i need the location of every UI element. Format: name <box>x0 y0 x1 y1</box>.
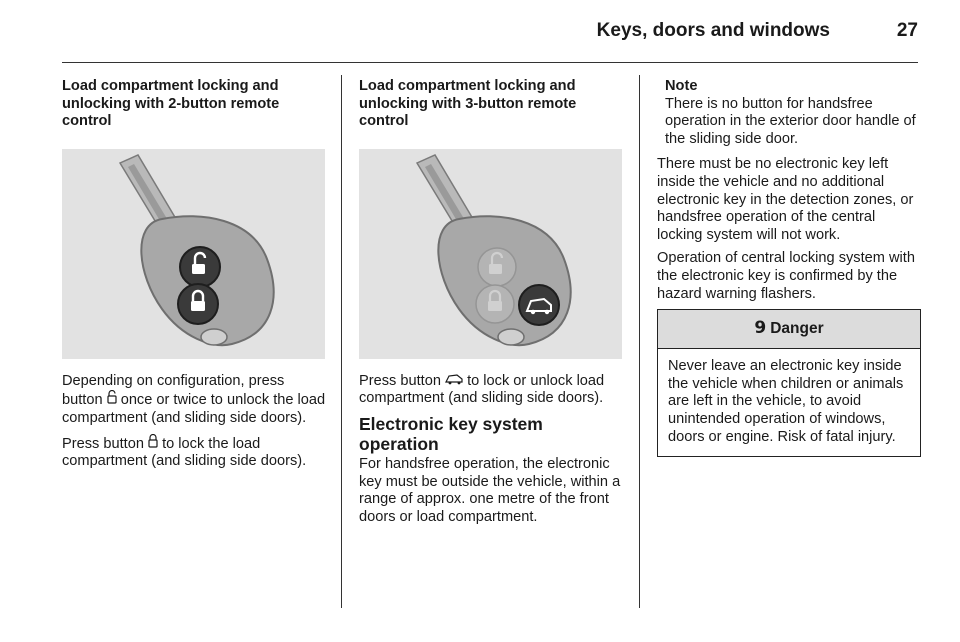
column-divider-1 <box>341 75 342 608</box>
paragraph-no-electronic-key: There must be no electronic key left inside the vehicle and no additional electronic key in the detection zones, or handsfree operation of the central locking system will not work. <box>657 156 914 243</box>
heading-3-button-remote: Load compartment locking and unlocking with 3-button remote control <box>359 78 577 130</box>
column-1 <box>62 78 328 477</box>
column-2 <box>359 78 623 532</box>
danger-warning-box <box>657 309 921 457</box>
illustration-3-button-key <box>359 149 622 359</box>
section-heading-electronic-key: Electronic key system operation <box>359 413 543 454</box>
paragraph-handsfree-operation: For handsfree operation, the electronic key must be outside the vehicle, within a range of approx. one metre of the front doors or load compartment. <box>359 455 621 525</box>
paragraph-unlock-instructions: Depending on configuration, press button once or twice to unlock the load compartment (and sliding side doors). <box>62 372 326 426</box>
note-label: Note <box>665 78 698 94</box>
illustration-2-button-key <box>62 149 325 359</box>
paragraph-van-button-instructions: Press button to lock or unlock load compartment (and sliding side doors). <box>359 372 605 407</box>
column-divider-2 <box>639 75 640 608</box>
note-block <box>657 78 921 148</box>
note-text: There is no button for handsfree operation in the exterior door handle of the sliding side door. <box>665 95 916 147</box>
page-number: 27 <box>896 20 918 41</box>
three-button-key-drawing <box>359 149 622 359</box>
paragraph-hazard-flashers: Operation of central locking system with the electronic key is confirmed by the hazard warning flashers. <box>657 250 915 302</box>
column-3 <box>657 78 921 457</box>
danger-header <box>658 310 920 349</box>
heading-2-button-remote: Load compartment locking and unlocking with 2-button remote control <box>62 78 280 130</box>
van-rear-icon <box>445 373 463 388</box>
danger-symbol: 9 <box>754 318 767 339</box>
unlock-icon <box>107 390 117 407</box>
danger-text: Never leave an electronic key inside the vehicle when children or animals are left in the vehicle, to avoid unintended operation of windows, doors or engine. Risk of fatal injury. <box>668 358 904 445</box>
header-divider <box>62 62 918 63</box>
paragraph-lock-instructions: Press button to lock the load compartment (and sliding side doors). <box>62 435 307 470</box>
page-header-title: Keys, doors and windows <box>596 20 830 41</box>
two-button-key-drawing <box>62 149 325 359</box>
lock-icon <box>148 434 158 451</box>
danger-title: Danger <box>770 320 824 338</box>
